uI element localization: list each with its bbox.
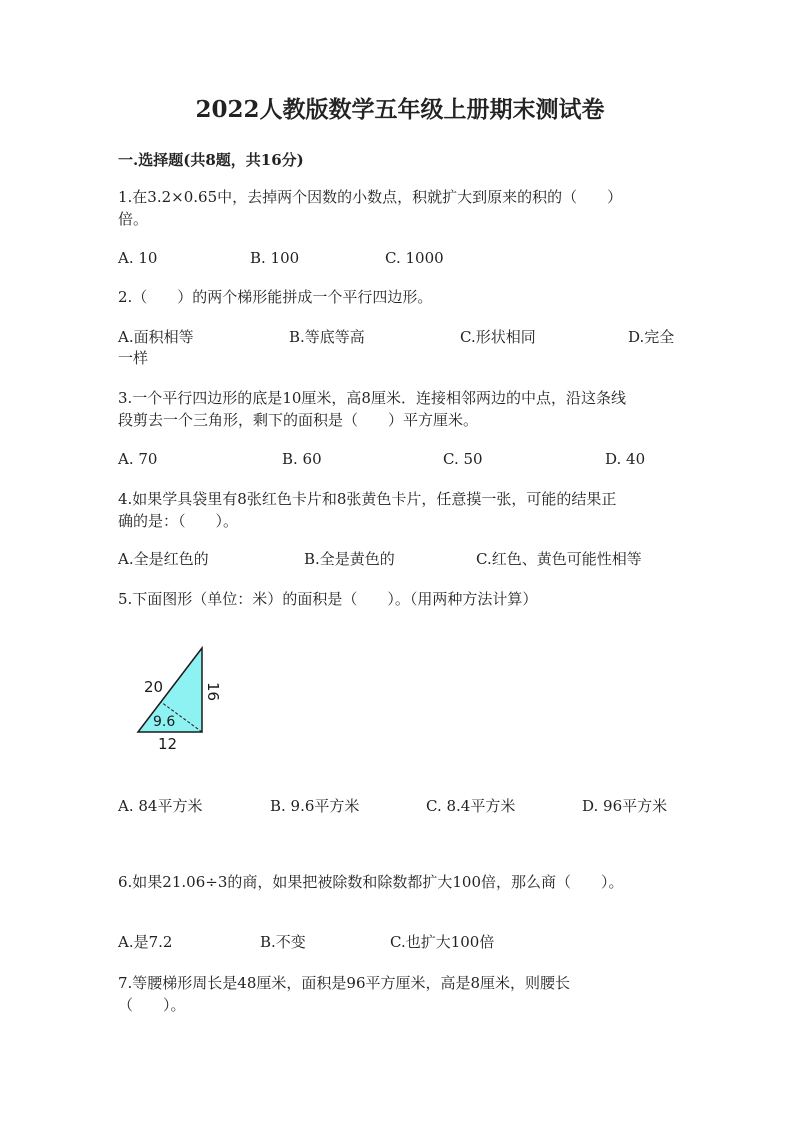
question-7 <box>118 972 678 1016</box>
question-2-line1: 2.（ ）的两个梯形能拼成一个平行四边形。 <box>118 288 433 306</box>
option-b[interactable]: B. 9.6平方米 <box>270 797 360 815</box>
option-a[interactable]: A. 70 <box>118 450 158 468</box>
section-heading: 一.选择题(共8题，共16分) <box>118 151 304 169</box>
option-d[interactable]: D.完全 <box>628 328 675 346</box>
label-height: 9.6 <box>153 714 176 730</box>
question-3-options <box>0 448 800 470</box>
question-3 <box>118 387 678 431</box>
option-a[interactable]: A.全是红色的 <box>118 550 209 568</box>
option-b[interactable]: B.全是黄色的 <box>304 550 395 568</box>
page-title: 2022人教版数学五年级上册期末测试卷 <box>195 96 605 123</box>
option-c[interactable]: C.红色、黄色可能性相等 <box>476 550 642 568</box>
question-7-line1: 7.等腰梯形周长是48厘米，面积是96平方厘米，高是8厘米，则腰长 <box>118 974 571 992</box>
question-4 <box>118 488 678 532</box>
question-2-options-wrap <box>0 347 800 369</box>
question-3-line2: 段剪去一个三角形，剩下的面积是（ ）平方厘米。 <box>118 411 479 429</box>
option-d-wrap: 一样 <box>118 349 149 367</box>
question-2 <box>118 286 678 308</box>
option-d[interactable]: D. 96平方米 <box>582 797 668 815</box>
option-b[interactable]: B. 60 <box>282 450 322 468</box>
option-c[interactable]: C.也扩大100倍 <box>390 933 495 951</box>
label-base: 12 <box>158 735 178 753</box>
question-7-line2: （ ）。 <box>118 996 186 1014</box>
question-1-line1: 1.在3.2×0.65中，去掉两个因数的小数点，积就扩大到原来的积的（ ） <box>118 188 623 206</box>
option-a[interactable]: A. 10 <box>118 249 158 267</box>
question-3-line1: 3.一个平行四边形的底是10厘米，高8厘米．连接相邻两边的中点，沿这条线 <box>118 389 626 407</box>
option-a[interactable]: A. 84平方米 <box>118 797 203 815</box>
option-c[interactable]: C. 1000 <box>385 249 444 267</box>
question-5-options <box>0 795 800 817</box>
question-1-line2: 倍。 <box>118 210 149 228</box>
option-b[interactable]: B.不变 <box>260 933 306 951</box>
question-6-options <box>0 931 800 953</box>
right-triangle-figure <box>128 640 238 756</box>
question-1-options <box>0 247 800 269</box>
option-d[interactable]: D. 40 <box>605 450 646 468</box>
question-4-options <box>0 548 800 570</box>
question-5 <box>118 588 678 610</box>
option-c[interactable]: C.形状相同 <box>460 328 536 346</box>
question-6-line1: 6.如果21.06÷3的商，如果把被除数和除数都扩大100倍，那么商（ ）。 <box>118 873 624 891</box>
option-c[interactable]: C. 8.4平方米 <box>426 797 516 815</box>
question-4-line2: 确的是：（ ）。 <box>118 512 239 530</box>
option-c[interactable]: C. 50 <box>443 450 483 468</box>
option-a[interactable]: A.是7.2 <box>118 933 173 951</box>
label-hypotenuse: 20 <box>144 678 164 696</box>
label-side: 16 <box>204 682 222 702</box>
question-2-options <box>0 326 800 348</box>
question-5-line1: 5.下面图形（单位：米）的面积是（ ）。（用两种方法计算） <box>118 590 538 608</box>
question-6 <box>118 871 698 893</box>
question-4-line1: 4.如果学具袋里有8张红色卡片和8张黄色卡片，任意摸一张，可能的结果正 <box>118 490 617 508</box>
option-b[interactable]: B. 100 <box>250 249 300 267</box>
question-1 <box>118 186 678 230</box>
option-b[interactable]: B.等底等高 <box>289 328 365 346</box>
option-a[interactable]: A.面积相等 <box>118 328 194 346</box>
